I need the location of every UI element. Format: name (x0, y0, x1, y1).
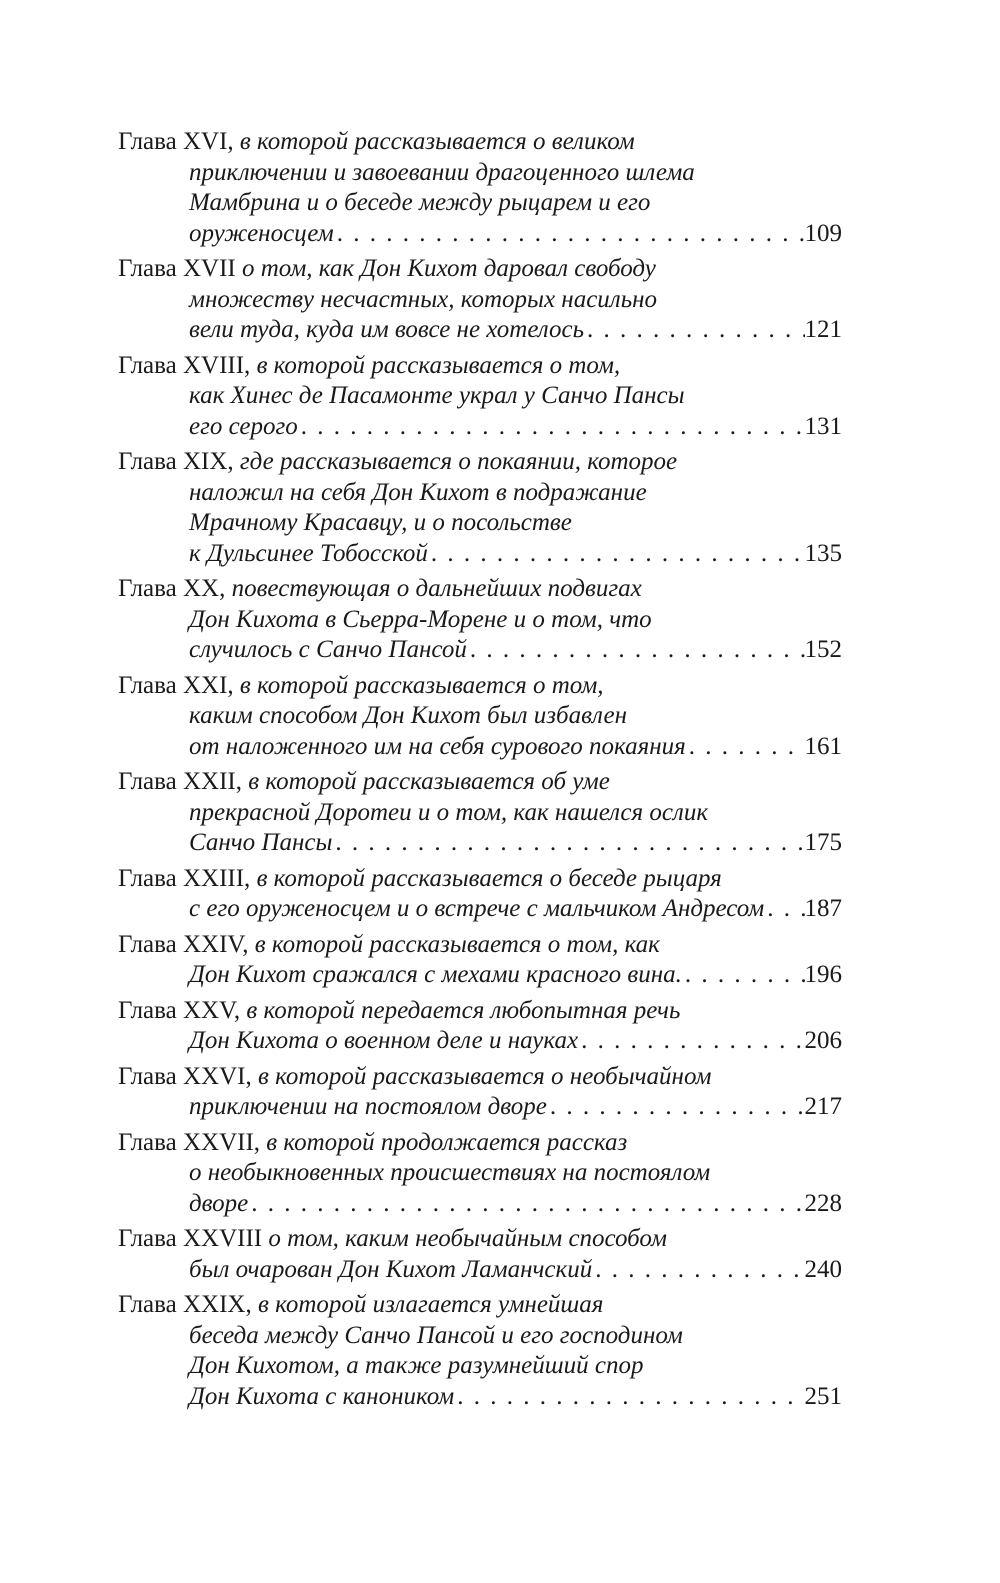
toc-entry-line (118, 1255, 842, 1286)
toc-entry-line (118, 447, 842, 478)
chapter-title-text: его серого (189, 412, 298, 440)
toc-entry-line (118, 381, 842, 412)
toc-entry-line (118, 508, 842, 539)
page-number: 217 (804, 1093, 842, 1120)
toc-entry (118, 574, 842, 666)
dot-leader (686, 732, 805, 763)
table-of-contents (118, 127, 842, 1417)
toc-entry (118, 767, 842, 859)
page-number: 228 (804, 1189, 842, 1217)
toc-entry (118, 996, 842, 1057)
page-number: 121 (804, 316, 842, 343)
chapter-number: Глава XVII (118, 255, 242, 282)
toc-entry-line (118, 188, 842, 219)
chapter-title-text: в которой рассказывается об уме (248, 768, 610, 795)
toc-entry (118, 447, 842, 569)
dot-leader (454, 1382, 804, 1413)
toc-entry-line (118, 158, 842, 189)
toc-entry (118, 1224, 842, 1285)
chapter-title-text: повествующая о дальнейших подвигах (231, 575, 642, 602)
toc-entry-line (118, 1062, 842, 1093)
chapter-title-text: с его оруженосцем и о встрече с мальчиком Андресом (189, 895, 765, 922)
chapter-title-text: о необыкновенных происшествиях на постоялом (189, 1159, 711, 1186)
toc-entry (118, 254, 842, 346)
toc-entry-line (118, 574, 842, 605)
dot-leader (428, 539, 805, 570)
toc-entry-line (118, 894, 842, 925)
toc-entry-line (118, 1321, 842, 1352)
toc-entry-line (118, 254, 842, 285)
chapter-title-text: в которой рассказывается о беседе рыцаря (256, 864, 722, 892)
toc-entry-line (118, 828, 842, 859)
dot-leader (467, 635, 805, 666)
chapter-number: Глава XXIV, (118, 930, 255, 958)
toc-entry (118, 930, 842, 991)
toc-entry-line (118, 1224, 842, 1255)
chapter-title-text: в которой рассказывается о том, (256, 351, 621, 379)
chapter-title-text: в которой продолжается рассказ (266, 1128, 628, 1156)
chapter-title-text: о том, как Дон Кихот даровал свободу (241, 255, 656, 282)
page-number: 109 (804, 219, 842, 247)
toc-entry-line (118, 127, 842, 158)
dot-leader (592, 1255, 804, 1286)
chapter-title-text: в которой излагается умнейшая (257, 1291, 604, 1318)
toc-entry-line (118, 478, 842, 509)
toc-entry-line (118, 930, 842, 961)
toc-entry-line (118, 605, 842, 636)
dot-leader (584, 315, 805, 346)
chapter-title-text: беседа между Санчо Пансой и его господином (189, 1321, 683, 1349)
chapter-title-text: Дон Кихота с каноником (189, 1382, 455, 1410)
toc-entry-line (118, 864, 842, 895)
toc-entry-line (118, 798, 842, 829)
chapter-title-text: приключении на постоялом дворе (189, 1093, 547, 1120)
chapter-title-text: прекрасной Доротеи и о том, как нашелся ослик (189, 798, 709, 826)
chapter-number: Глава XXI, (118, 671, 240, 699)
toc-entry-line (118, 1026, 842, 1057)
chapter-title-text: оруженосцем (189, 219, 334, 247)
chapter-title-text: Мрачному Красавцу, и о посольстве (189, 509, 572, 536)
chapter-title-text: в которой передается любопытная речь (246, 996, 681, 1024)
toc-entry-line (118, 1290, 842, 1321)
page-number: 161 (804, 732, 842, 760)
toc-entry-line (118, 960, 842, 991)
toc-entry-line (118, 1128, 842, 1159)
toc-entry-line (118, 1092, 842, 1123)
dot-leader (334, 219, 805, 250)
toc-entry (118, 864, 842, 925)
dot-leader (298, 412, 805, 443)
dot-leader (248, 1189, 804, 1220)
dot-leader (332, 828, 804, 859)
chapter-title-text: дворе (189, 1189, 249, 1217)
chapter-title-text: в которой рассказывается о необычайном (257, 1062, 712, 1090)
toc-entry-line (118, 671, 842, 702)
toc-entry-line (118, 635, 842, 666)
chapter-number: Глава XXIX, (118, 1291, 258, 1318)
chapter-number: Глава XIX, (118, 448, 240, 475)
page-number: 135 (804, 539, 842, 567)
chapter-number: Глава XVI, (118, 128, 240, 155)
chapter-title-text: Дон Кихота в Сьерра-Морене и о том, что (189, 605, 652, 633)
chapter-title-text: был очарован Дон Кихот Ламанчский (189, 1255, 593, 1283)
toc-entry-line (118, 539, 842, 570)
chapter-title-text: в которой рассказывается о том, как (254, 930, 660, 958)
chapter-title-text: случилось с Санчо Пансой (189, 636, 467, 663)
chapter-number: Глава XXVIII (118, 1225, 269, 1252)
dot-leader (578, 1026, 804, 1057)
dot-leader (682, 960, 805, 991)
chapter-title-text: в которой рассказывается о том, (239, 671, 604, 699)
page-number: 196 (804, 961, 842, 988)
page-number: 187 (804, 895, 842, 922)
chapter-number: Глава XXIII, (118, 864, 257, 892)
chapter-title-text: Дон Кихота о военном деле и науках (189, 1027, 579, 1054)
toc-entry (118, 1128, 842, 1220)
chapter-title-text: Мамбрина и о беседе между рыцарем и его (189, 189, 651, 216)
chapter-number: Глава XXV, (118, 996, 247, 1024)
chapter-number: Глава XXVI, (118, 1062, 258, 1090)
dot-leader (547, 1092, 805, 1123)
toc-entry-line (118, 285, 842, 316)
chapter-number: Глава XVIII, (118, 351, 257, 379)
toc-entry (118, 1290, 842, 1412)
toc-entry-line (118, 315, 842, 346)
chapter-title-text: к Дульсинее Тобосской (189, 539, 428, 567)
chapter-title-text: в которой рассказывается о великом (239, 128, 635, 155)
chapter-number: Глава XX, (118, 575, 232, 602)
toc-entry-line (118, 1158, 842, 1189)
page-number: 206 (804, 1027, 842, 1054)
toc-entry (118, 351, 842, 443)
chapter-title-text: о том, каким необычайным способом (268, 1225, 667, 1252)
toc-entry-line (118, 732, 842, 763)
chapter-title-text: Дон Кихот сражался с мехами красного вина. (189, 961, 682, 988)
toc-entry (118, 127, 842, 249)
chapter-title-text: как Хинес де Пасамонте украл у Санчо Пансы (189, 382, 685, 409)
page-number: 152 (804, 636, 842, 663)
toc-entry (118, 1062, 842, 1123)
chapter-title-text: наложил на себя Дон Кихот в подражание (189, 478, 647, 506)
toc-entry-line (118, 1351, 842, 1382)
chapter-title-text: приключении и завоевании драгоценного шлема (189, 158, 695, 186)
page-number: 131 (804, 412, 842, 440)
toc-entry-line (118, 701, 842, 732)
toc-entry-line (118, 1189, 842, 1220)
chapter-title-text: каким способом Дон Кихот был избавлен (189, 702, 628, 729)
chapter-title-text: множеству несчастных, которых насильно (189, 285, 657, 313)
chapter-number: Глава XXVII, (118, 1128, 267, 1156)
chapter-title-text: вели туда, куда им вовсе не хотелось (189, 316, 584, 343)
toc-entry-line (118, 351, 842, 382)
dot-leader (764, 894, 804, 925)
toc-entry-line (118, 412, 842, 443)
page-number: 240 (804, 1255, 842, 1283)
toc-entry-line (118, 996, 842, 1027)
chapter-title-text: Санчо Пансы (189, 829, 333, 856)
toc-entry (118, 671, 842, 763)
page-number: 175 (804, 829, 842, 856)
toc-entry-line (118, 767, 842, 798)
chapter-number: Глава XXII, (118, 768, 249, 795)
page-number: 251 (804, 1382, 842, 1410)
toc-entry-line (118, 1382, 842, 1413)
chapter-title-text: от наложенного им на себя сурового покаяния (189, 732, 686, 760)
chapter-title-text: Дон Кихотом, а также разумнейший спор (189, 1352, 644, 1379)
toc-entry-line (118, 219, 842, 250)
chapter-title-text: где рассказывается о покаянии, которое (239, 448, 678, 475)
